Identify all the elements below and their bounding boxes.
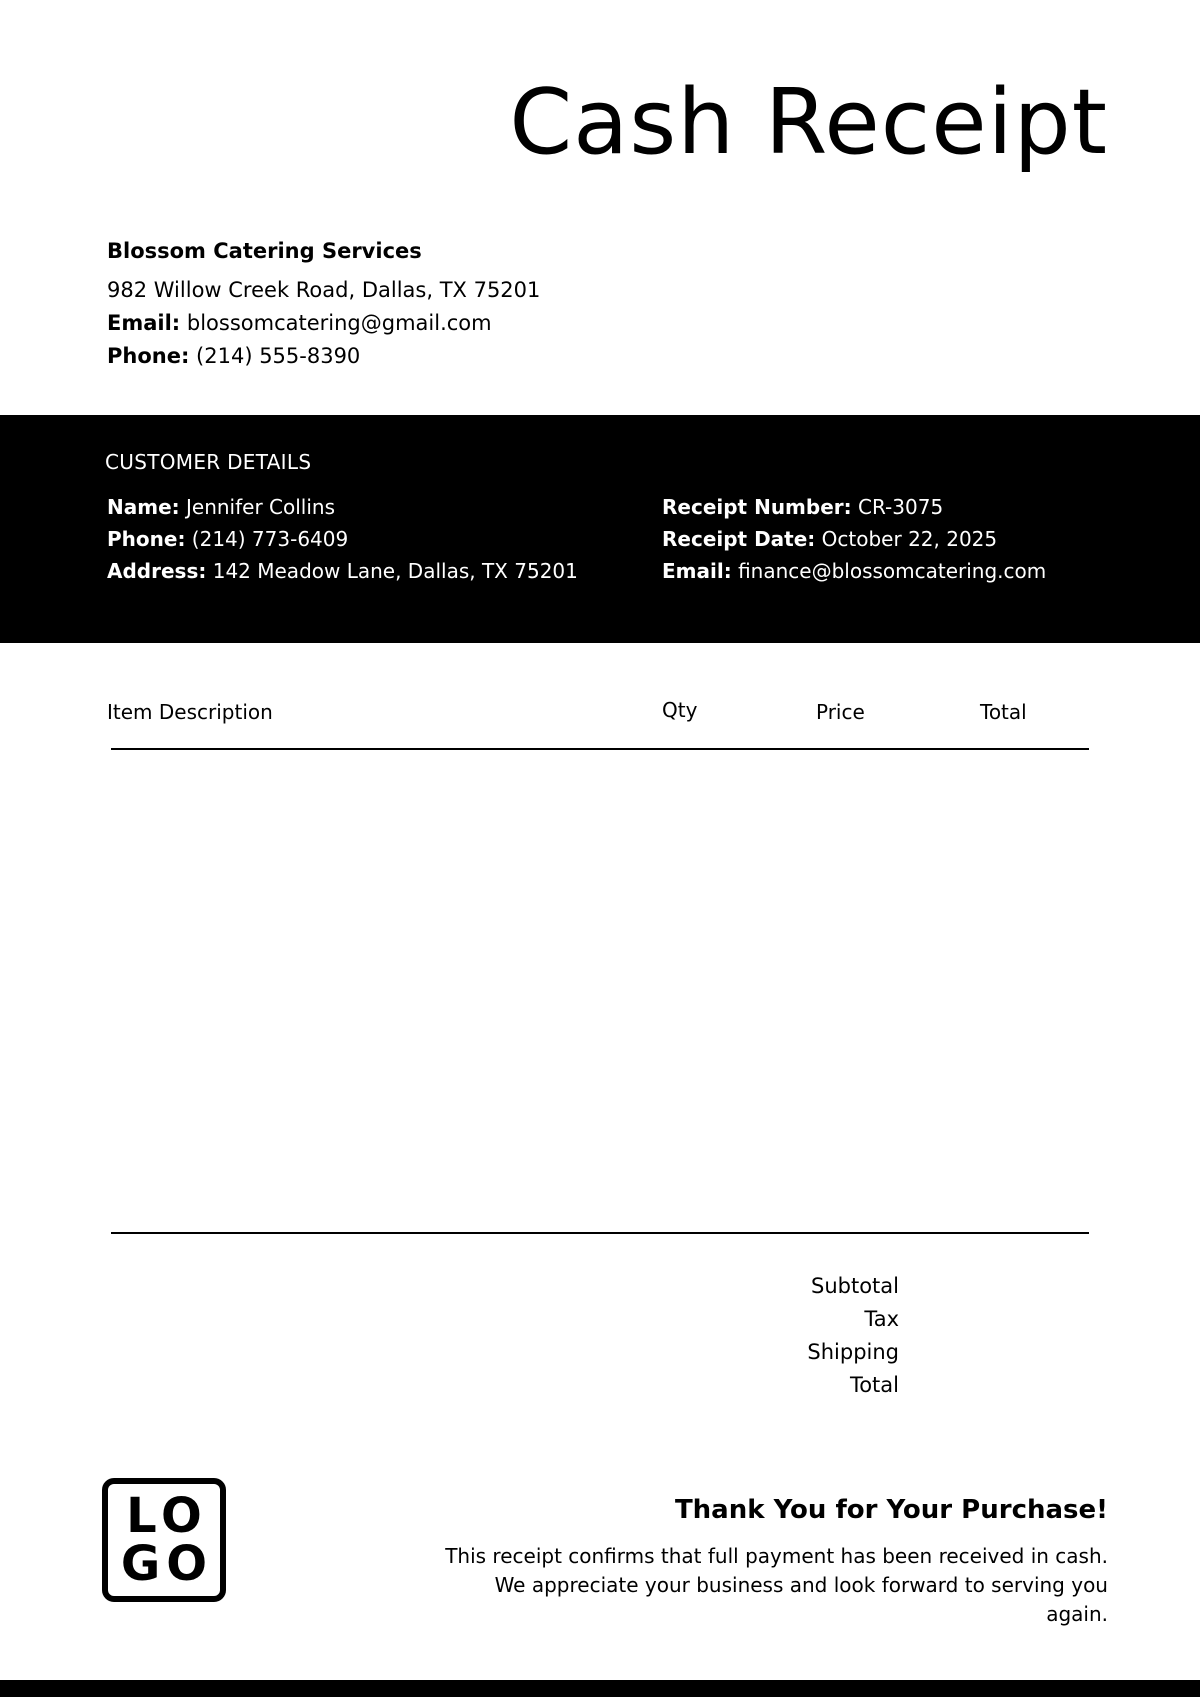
customer-email: finance@blossomcatering.com [738, 559, 1047, 583]
table-bottom-divider [111, 1232, 1089, 1234]
totals-section [807, 1270, 899, 1402]
company-address: 982 Willow Creek Road, Dallas, TX 75201 [107, 278, 541, 303]
column-header-total: Total [980, 700, 1027, 724]
footer-bar [0, 1680, 1200, 1697]
total-label: Total [849, 1373, 899, 1397]
receipt-number-row [662, 491, 1046, 523]
customer-phone-row [107, 523, 578, 555]
company-email-label: Email: [107, 311, 181, 336]
customer-address: 142 Meadow Lane, Dallas, TX 75201 [212, 559, 578, 583]
thank-you-heading: Thank You for Your Purchase! [674, 1495, 1108, 1525]
customer-address-label: Address: [107, 559, 207, 583]
receipt-date: October 22, 2025 [821, 527, 998, 551]
customer-email-row [662, 555, 1046, 587]
customer-name-label: Name: [107, 495, 180, 519]
table-header-divider [111, 748, 1089, 750]
customer-name: Jennifer Collins [186, 495, 336, 519]
customer-address-row [107, 555, 578, 587]
customer-phone: (214) 773-6409 [191, 527, 349, 551]
logo-line-1: LO [126, 1488, 208, 1544]
receipt-number-label: Receipt Number: [662, 495, 852, 519]
subtotal-label: Subtotal [811, 1274, 899, 1298]
tax-label: Tax [864, 1307, 899, 1331]
customer-name-row [107, 491, 578, 523]
company-info [107, 237, 540, 373]
company-phone-row [107, 340, 540, 373]
column-header-qty: Qty [662, 698, 698, 722]
column-header-description: Item Description [107, 700, 273, 724]
receipt-note: This receipt confirms that full payment has been received in cash. We appreciate your business and look forward to serving you again. [445, 1544, 1108, 1626]
column-header-price: Price [816, 700, 865, 724]
company-phone-label: Phone: [107, 344, 190, 369]
receipt-date-row [662, 523, 1046, 555]
customer-details-right [662, 491, 1046, 587]
customer-details-heading: CUSTOMER DETAILS [105, 450, 312, 474]
company-email-row [107, 307, 540, 340]
customer-phone-label: Phone: [107, 527, 186, 551]
customer-details-band [0, 415, 1200, 643]
logo-line-2: GO [120, 1536, 214, 1592]
company-logo [102, 1478, 226, 1602]
customer-details-left [107, 491, 578, 587]
company-name: Blossom Catering Services [107, 239, 422, 263]
receipt-number: CR-3075 [858, 495, 944, 519]
shipping-label: Shipping [807, 1340, 899, 1364]
company-email: blossomcatering@gmail.com [186, 311, 492, 336]
receipt-date-label: Receipt Date: [662, 527, 816, 551]
customer-email-label: Email: [662, 559, 732, 583]
company-phone: (214) 555-8390 [196, 344, 361, 369]
page-title: Cash Receipt [509, 70, 1108, 175]
